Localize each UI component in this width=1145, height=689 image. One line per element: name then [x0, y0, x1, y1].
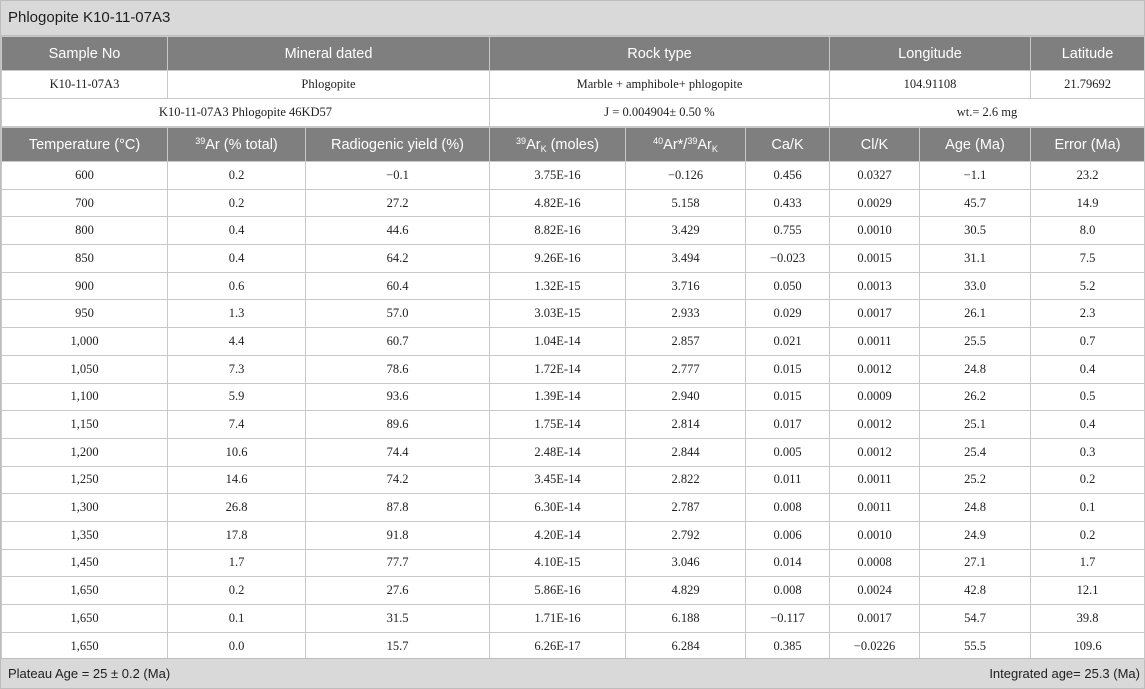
- ca-k-cell: 0.008: [746, 494, 830, 522]
- ar-ratio-cell: 2.777: [626, 355, 746, 383]
- ar-ratio-cell: 5.158: [626, 189, 746, 217]
- temperature-cell: 1,350: [2, 521, 168, 549]
- error-cell: 7.5: [1031, 245, 1145, 273]
- ar39-percent-cell: 17.8: [168, 521, 306, 549]
- error-cell: 2.3: [1031, 300, 1145, 328]
- age-cell: 45.7: [920, 189, 1031, 217]
- ar39-moles-cell: 1.39E-14: [490, 383, 626, 411]
- header-mineral-dated: Mineral dated: [168, 37, 490, 71]
- header-longitude: Longitude: [830, 37, 1031, 71]
- ar39-moles-cell: 1.04E-14: [490, 328, 626, 356]
- age-cell: 55.5: [920, 632, 1031, 660]
- error-cell: 0.1: [1031, 494, 1145, 522]
- age-cell: 25.2: [920, 466, 1031, 494]
- radiogenic-yield-cell: 60.7: [306, 328, 490, 356]
- ar39-moles-cell: 4.20E-14: [490, 521, 626, 549]
- radiogenic-yield-cell: 77.7: [306, 549, 490, 577]
- error-cell: 23.2: [1031, 162, 1145, 190]
- ar39-moles-cell: 1.75E-14: [490, 411, 626, 439]
- sample-weight: wt.= 2.6 mg: [830, 99, 1145, 127]
- table-row: [2, 245, 1145, 273]
- radiogenic-yield-cell: −0.1: [306, 162, 490, 190]
- error-cell: 0.3: [1031, 438, 1145, 466]
- table-row: [2, 300, 1145, 328]
- cl-k-cell: 0.0009: [830, 383, 920, 411]
- age-cell: 24.9: [920, 521, 1031, 549]
- error-cell: 5.2: [1031, 272, 1145, 300]
- ar-ratio-cell: 4.829: [626, 577, 746, 605]
- table-footer: [1, 658, 1144, 688]
- cl-k-cell: 0.0017: [830, 605, 920, 633]
- header-rock-type: Rock type: [490, 37, 830, 71]
- radiogenic-yield-cell: 87.8: [306, 494, 490, 522]
- cl-k-cell: 0.0015: [830, 245, 920, 273]
- header-sample-no: Sample No: [2, 37, 168, 71]
- radiogenic-yield-cell: 89.6: [306, 411, 490, 439]
- ar-ratio-cell: 3.429: [626, 217, 746, 245]
- cl-k-cell: 0.0011: [830, 466, 920, 494]
- table-row: [2, 605, 1145, 633]
- table-title: Phlogopite K10-11-07A3: [1, 1, 1144, 36]
- error-cell: 109.6: [1031, 632, 1145, 660]
- ca-k-cell: 0.015: [746, 355, 830, 383]
- data-table-body: [2, 162, 1145, 660]
- header-cl-k: Cl/K: [830, 128, 920, 162]
- radiogenic-yield-cell: 74.2: [306, 466, 490, 494]
- age-cell: 26.2: [920, 383, 1031, 411]
- ar-ratio-cell: 3.046: [626, 549, 746, 577]
- cl-k-cell: −0.0226: [830, 632, 920, 660]
- ar39-moles-cell: 6.30E-14: [490, 494, 626, 522]
- cl-k-cell: 0.0011: [830, 494, 920, 522]
- header-radiogenic-yield: Radiogenic yield (%): [306, 128, 490, 162]
- temperature-cell: 1,100: [2, 383, 168, 411]
- cl-k-cell: 0.0010: [830, 217, 920, 245]
- ar39-moles-cell: 5.86E-16: [490, 577, 626, 605]
- ar39-moles-cell: 6.26E-17: [490, 632, 626, 660]
- error-cell: 0.4: [1031, 411, 1145, 439]
- ca-k-cell: 0.755: [746, 217, 830, 245]
- radiogenic-yield-cell: 78.6: [306, 355, 490, 383]
- table-row: [2, 577, 1145, 605]
- age-cell: 54.7: [920, 605, 1031, 633]
- ar-ratio-cell: 2.822: [626, 466, 746, 494]
- ar-ratio-cell: 2.814: [626, 411, 746, 439]
- cl-k-cell: 0.0012: [830, 438, 920, 466]
- radiogenic-yield-cell: 15.7: [306, 632, 490, 660]
- meta-header-row: [2, 37, 1145, 71]
- age-cell: 33.0: [920, 272, 1031, 300]
- error-cell: 8.0: [1031, 217, 1145, 245]
- error-cell: 12.1: [1031, 577, 1145, 605]
- temperature-cell: 600: [2, 162, 168, 190]
- age-cell: 26.1: [920, 300, 1031, 328]
- ca-k-cell: 0.006: [746, 521, 830, 549]
- plateau-age: Plateau Age = 25 ± 0.2 (Ma): [8, 666, 171, 681]
- temperature-cell: 950: [2, 300, 168, 328]
- ar39-moles-cell: 3.45E-14: [490, 466, 626, 494]
- table-row: [2, 328, 1145, 356]
- header-error: Error (Ma): [1031, 128, 1145, 162]
- age-cell: 31.1: [920, 245, 1031, 273]
- table-row: [2, 549, 1145, 577]
- ar-ratio-cell: 6.188: [626, 605, 746, 633]
- header-age: Age (Ma): [920, 128, 1031, 162]
- ar39-percent-cell: 7.4: [168, 411, 306, 439]
- cl-k-cell: 0.0327: [830, 162, 920, 190]
- age-cell: 25.5: [920, 328, 1031, 356]
- error-cell: 14.9: [1031, 189, 1145, 217]
- table-row: [2, 217, 1145, 245]
- ca-k-cell: 0.029: [746, 300, 830, 328]
- j-value: J = 0.004904± 0.50 %: [490, 99, 830, 127]
- ar-ratio-cell: 2.940: [626, 383, 746, 411]
- cl-k-cell: 0.0012: [830, 355, 920, 383]
- meta-value-row: [2, 71, 1145, 99]
- ar39-moles-cell: 1.72E-14: [490, 355, 626, 383]
- header-latitude: Latitude: [1031, 37, 1145, 71]
- error-cell: 0.5: [1031, 383, 1145, 411]
- ca-k-cell: 0.050: [746, 272, 830, 300]
- rock-type-value: Marble + amphibole+ phlogopite: [490, 71, 830, 99]
- temperature-cell: 1,050: [2, 355, 168, 383]
- table-row: [2, 383, 1145, 411]
- header-ar39-percent: $^{39}$Ar (% total): [168, 128, 306, 162]
- ca-k-cell: −0.117: [746, 605, 830, 633]
- radiogenic-yield-cell: 44.6: [306, 217, 490, 245]
- temperature-cell: 850: [2, 245, 168, 273]
- ar39-moles-cell: 4.10E-15: [490, 549, 626, 577]
- error-cell: 39.8: [1031, 605, 1145, 633]
- longitude-value: 104.91108: [830, 71, 1031, 99]
- ar39-percent-cell: 26.8: [168, 494, 306, 522]
- ar-ratio-cell: 3.716: [626, 272, 746, 300]
- ca-k-cell: 0.017: [746, 411, 830, 439]
- ca-k-cell: −0.023: [746, 245, 830, 273]
- ca-k-cell: 0.015: [746, 383, 830, 411]
- age-cell: 30.5: [920, 217, 1031, 245]
- cl-k-cell: 0.0012: [830, 411, 920, 439]
- radiogenic-yield-cell: 57.0: [306, 300, 490, 328]
- ca-k-cell: 0.014: [746, 549, 830, 577]
- table-row: [2, 632, 1145, 660]
- data-header-row: [2, 128, 1145, 162]
- age-cell: 24.8: [920, 355, 1031, 383]
- age-cell: −1.1: [920, 162, 1031, 190]
- ar39-percent-cell: 7.3: [168, 355, 306, 383]
- ar39-moles-cell: 2.48E-14: [490, 438, 626, 466]
- sample-label: K10-11-07A3 Phlogopite 46KD57: [2, 99, 490, 127]
- ar39-percent-cell: 0.1: [168, 605, 306, 633]
- table-row: [2, 521, 1145, 549]
- table-row: [2, 494, 1145, 522]
- ar39-percent-cell: 1.7: [168, 549, 306, 577]
- cl-k-cell: 0.0011: [830, 328, 920, 356]
- temperature-cell: 1,650: [2, 605, 168, 633]
- radiogenic-yield-cell: 60.4: [306, 272, 490, 300]
- ca-k-cell: 0.385: [746, 632, 830, 660]
- ca-k-cell: 0.011: [746, 466, 830, 494]
- error-cell: 0.4: [1031, 355, 1145, 383]
- radiogenic-yield-cell: 91.8: [306, 521, 490, 549]
- age-cell: 25.4: [920, 438, 1031, 466]
- table-row: [2, 189, 1145, 217]
- cl-k-cell: 0.0017: [830, 300, 920, 328]
- ar39-percent-cell: 10.6: [168, 438, 306, 466]
- mineral-value: Phlogopite: [168, 71, 490, 99]
- cl-k-cell: 0.0008: [830, 549, 920, 577]
- header-ca-k: Ca/K: [746, 128, 830, 162]
- ar-ratio-cell: 2.857: [626, 328, 746, 356]
- age-cell: 27.1: [920, 549, 1031, 577]
- header-ar40-ar39-ratio: $^{40}Ar*/^{39}Ar_K$: [626, 128, 746, 162]
- ar-ratio-cell: 2.787: [626, 494, 746, 522]
- radiogenic-yield-cell: 64.2: [306, 245, 490, 273]
- table-row: [2, 355, 1145, 383]
- ar-ratio-cell: 3.494: [626, 245, 746, 273]
- error-cell: 0.7: [1031, 328, 1145, 356]
- ca-k-cell: 0.456: [746, 162, 830, 190]
- ca-k-cell: 0.008: [746, 577, 830, 605]
- table-row: [2, 466, 1145, 494]
- temperature-cell: 1,650: [2, 577, 168, 605]
- ar39-percent-cell: 0.0: [168, 632, 306, 660]
- table-row: [2, 162, 1145, 190]
- ca-k-cell: 0.433: [746, 189, 830, 217]
- info-row: [2, 99, 1145, 127]
- ar39-moles-cell: 1.71E-16: [490, 605, 626, 633]
- latitude-value: 21.79692: [1031, 71, 1145, 99]
- table-row: [2, 438, 1145, 466]
- sample-meta-table: [1, 36, 1145, 127]
- ar39-moles-cell: 3.03E-15: [490, 300, 626, 328]
- temperature-cell: 1,300: [2, 494, 168, 522]
- age-cell: 24.8: [920, 494, 1031, 522]
- step-heating-table: [1, 127, 1145, 660]
- ar-ratio-cell: 2.933: [626, 300, 746, 328]
- ar39-moles-cell: 1.32E-15: [490, 272, 626, 300]
- radiogenic-yield-cell: 74.4: [306, 438, 490, 466]
- ar-ratio-cell: 6.284: [626, 632, 746, 660]
- temperature-cell: 700: [2, 189, 168, 217]
- ar39-percent-cell: 5.9: [168, 383, 306, 411]
- error-cell: 0.2: [1031, 521, 1145, 549]
- table-row: [2, 272, 1145, 300]
- ar39-percent-cell: 1.3: [168, 300, 306, 328]
- ar-ratio-cell: 2.844: [626, 438, 746, 466]
- radiogenic-yield-cell: 93.6: [306, 383, 490, 411]
- temperature-cell: 900: [2, 272, 168, 300]
- ar-ratio-cell: 2.792: [626, 521, 746, 549]
- ar39-percent-cell: 0.2: [168, 189, 306, 217]
- sample-no-value: K10-11-07A3: [2, 71, 168, 99]
- ar39-moles-cell: 3.75E-16: [490, 162, 626, 190]
- radiogenic-yield-cell: 31.5: [306, 605, 490, 633]
- cl-k-cell: 0.0013: [830, 272, 920, 300]
- ar39-moles-cell: 4.82E-16: [490, 189, 626, 217]
- ar39-percent-cell: 0.2: [168, 577, 306, 605]
- age-cell: 42.8: [920, 577, 1031, 605]
- cl-k-cell: 0.0010: [830, 521, 920, 549]
- header-ar39-moles: $^{39}Ar_K$ (moles): [490, 128, 626, 162]
- temperature-cell: 1,650: [2, 632, 168, 660]
- header-temperature: Temperature (°C): [2, 128, 168, 162]
- ar39-moles-cell: 9.26E-16: [490, 245, 626, 273]
- ar-ratio-cell: −0.126: [626, 162, 746, 190]
- temperature-cell: 800: [2, 217, 168, 245]
- ar39-percent-cell: 0.4: [168, 217, 306, 245]
- temperature-cell: 1,200: [2, 438, 168, 466]
- ar39-percent-cell: 4.4: [168, 328, 306, 356]
- integrated-age: Integrated age= 25.3 (Ma): [989, 666, 1140, 681]
- temperature-cell: 1,250: [2, 466, 168, 494]
- temperature-cell: 1,450: [2, 549, 168, 577]
- ar39-percent-cell: 0.4: [168, 245, 306, 273]
- ar39-percent-cell: 0.6: [168, 272, 306, 300]
- age-cell: 25.1: [920, 411, 1031, 439]
- ar39-percent-cell: 0.2: [168, 162, 306, 190]
- table-row: [2, 411, 1145, 439]
- error-cell: 0.2: [1031, 466, 1145, 494]
- temperature-cell: 1,150: [2, 411, 168, 439]
- cl-k-cell: 0.0024: [830, 577, 920, 605]
- cl-k-cell: 0.0029: [830, 189, 920, 217]
- ca-k-cell: 0.005: [746, 438, 830, 466]
- ar39-percent-cell: 14.6: [168, 466, 306, 494]
- ar39-moles-cell: 8.82E-16: [490, 217, 626, 245]
- radiogenic-yield-cell: 27.6: [306, 577, 490, 605]
- ca-k-cell: 0.021: [746, 328, 830, 356]
- radiogenic-yield-cell: 27.2: [306, 189, 490, 217]
- error-cell: 1.7: [1031, 549, 1145, 577]
- temperature-cell: 1,000: [2, 328, 168, 356]
